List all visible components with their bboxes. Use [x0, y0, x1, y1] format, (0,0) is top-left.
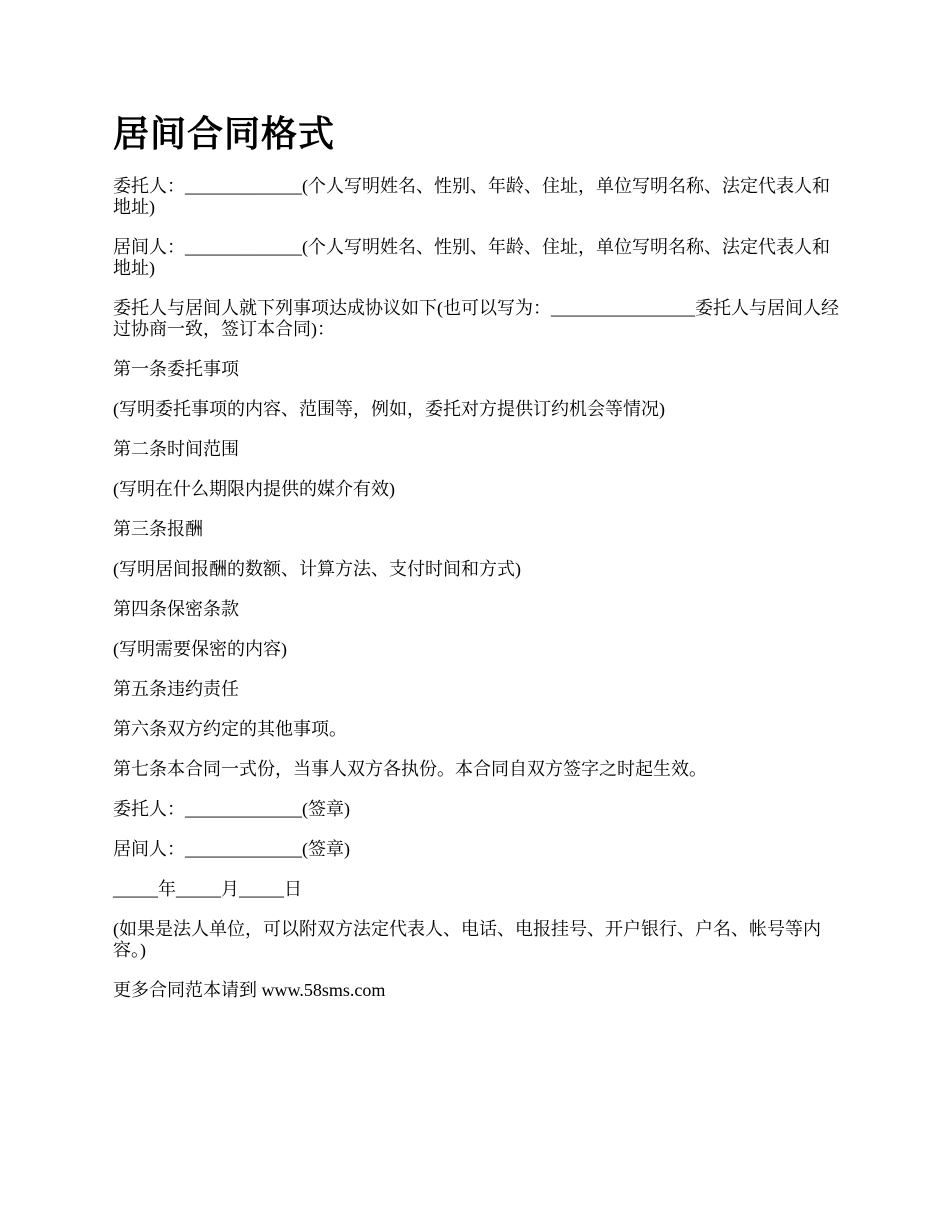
paragraph-agreement-intro: 委托人与居间人就下列事项达成协议如下(也可以写为：________________委托人与居间人经过协商一致，签订本合同)：: [113, 298, 839, 339]
article-1-note: (写明委托事项的内容、范围等，例如，委托对方提供订约机会等情况): [113, 399, 665, 419]
article-3-note: (写明居间报酬的数额、计算方法、支付时间和方式): [113, 559, 521, 579]
paragraph-broker: 居间人：_____________(个人写明姓名、性别、年龄、住址，单位写明名称、法定代表人和地址): [113, 237, 830, 278]
article-7-heading: 第七条本合同一式份，当事人双方各执份。本合同自双方签字之时起生效。: [113, 759, 707, 779]
article-4-heading: 第四条保密条款: [113, 599, 239, 619]
document-page: [113, 110, 841, 1020]
legal-entity-note: (如果是法人单位，可以附双方法定代表人、电话、电报挂号、开户银行、户名、帐号等内容。): [113, 919, 821, 960]
article-6-heading: 第六条双方约定的其他事项。: [113, 719, 347, 739]
signature-client: 委托人：_____________(签章): [113, 799, 350, 819]
signature-date: _____年_____月_____日: [113, 879, 302, 899]
document-title: 居间合同格式: [113, 114, 336, 155]
article-3-heading: 第三条报酬: [113, 519, 203, 539]
article-1-heading: 第一条委托事项: [113, 359, 239, 379]
footer-more-templates: 更多合同范本请到 www.58sms.com: [113, 980, 386, 1000]
article-2-note: (写明在什么期限内提供的媒介有效): [113, 479, 395, 499]
article-5-heading: 第五条违约责任: [113, 679, 239, 699]
article-2-heading: 第二条时间范围: [113, 439, 239, 459]
signature-broker: 居间人：_____________(签章): [113, 839, 350, 859]
article-4-note: (写明需要保密的内容): [113, 639, 287, 659]
paragraph-client: 委托人：_____________(个人写明姓名、性别、年龄、住址，单位写明名称、法定代表人和地址): [113, 176, 830, 217]
